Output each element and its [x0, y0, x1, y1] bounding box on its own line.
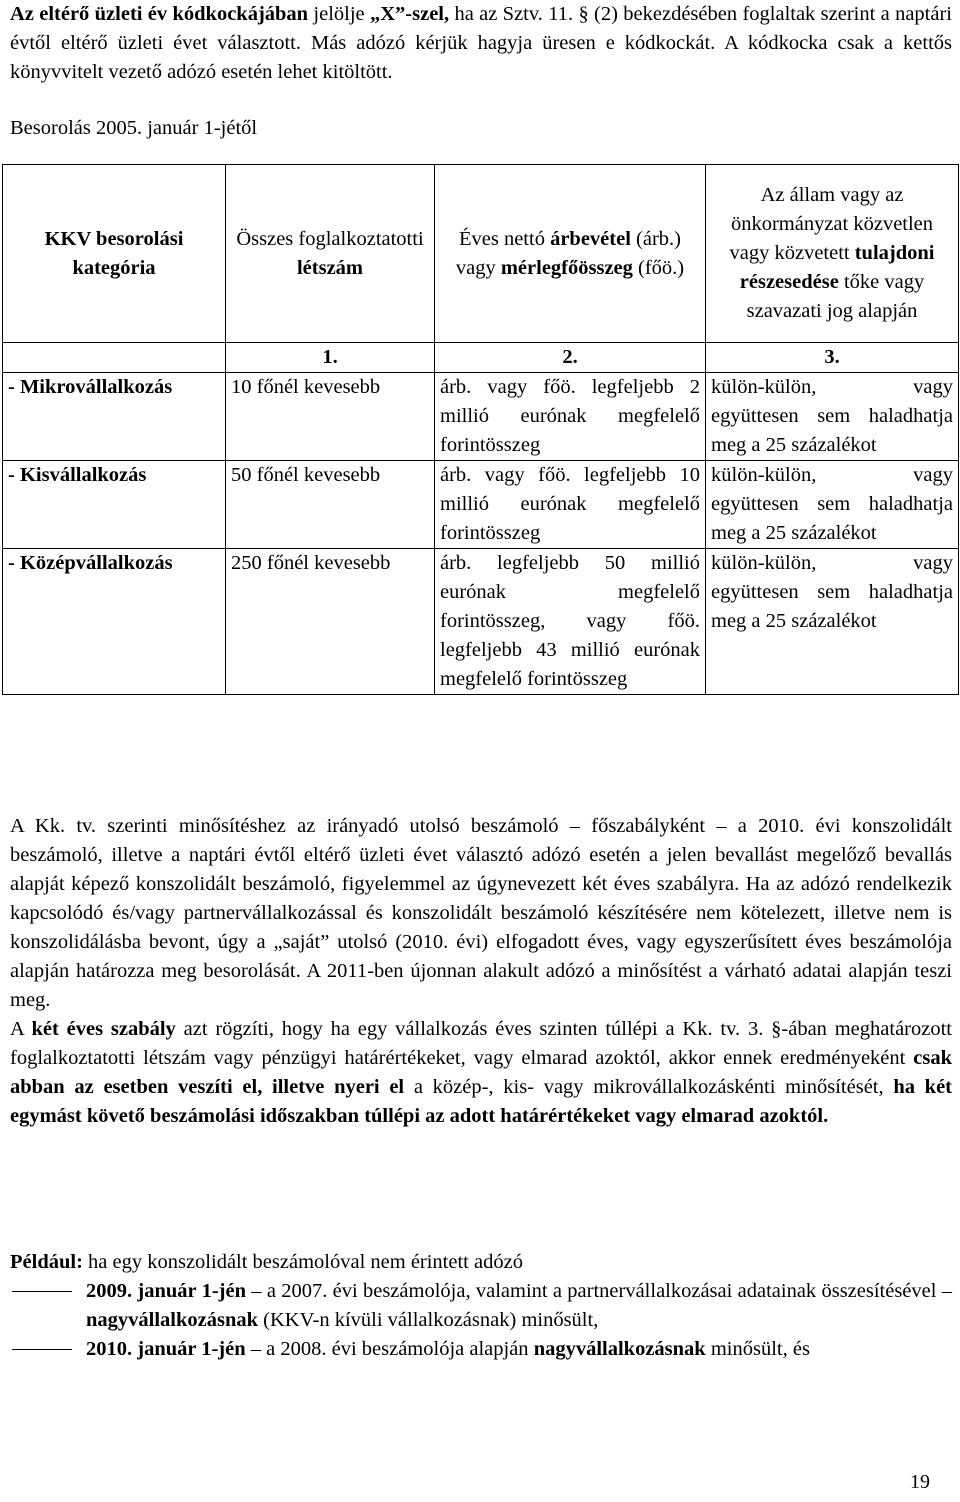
example-item-2 [10, 1335, 952, 1364]
intro-section [10, 0, 952, 87]
table-row [3, 549, 959, 695]
kkv-classification-table [2, 164, 959, 695]
number-cell: 2. [435, 343, 706, 373]
page-number: 19 [910, 1471, 930, 1493]
row-label: - Mikrovállalkozás [3, 373, 226, 461]
row-ownership: külön-külön, vagy együttesen sem haladhatja meg a 25 százalékot [706, 549, 959, 695]
intro-bold-lead: Az eltérő üzleti év kódkockájában [10, 3, 309, 25]
dash-bullet-icon [10, 1335, 86, 1364]
example-item-text: 2009. január 1-jén – a 2007. évi beszámolója, valamint a partnervállalkozásai adatainak összesítésével – nagyvállalkozásnak (KKV-n kívüli vállalkozásnak) minősült, [86, 1280, 952, 1331]
row-revenue: árb. vagy főö. legfeljebb 10 millió eurónak megfelelő forintösszeg [435, 461, 706, 549]
row-ownership: külön-külön, vagy együttesen sem haladhatja meg a 25 százalékot [706, 373, 959, 461]
example-item-text: 2010. január 1-jén – a 2008. évi beszámolója alapján nagyvállalkozásnak minősült, és [86, 1338, 810, 1360]
row-revenue: árb. vagy főö. legfeljebb 2 millió eurónak megfelelő forintösszeg [435, 373, 706, 461]
body-section [10, 812, 952, 1131]
header-revenue: Éves nettó árbevétel (árb.) vagy mérlegfőösszeg (főö.) [435, 165, 706, 343]
table-row [3, 373, 959, 461]
example-section [10, 1248, 952, 1364]
row-headcount: 250 főnél kevesebb [226, 549, 435, 695]
intro-paragraph [10, 0, 952, 87]
table-row [3, 461, 959, 549]
row-label: - Kisvállalkozás [3, 461, 226, 549]
intro-bold-x: „X”-szel, [369, 3, 450, 25]
section-heading: Besorolás 2005. január 1-jétől [10, 117, 258, 139]
intro-text-rest: ha az Sztv. 11. § (2) bekezdésében foglaltak szerint a naptári évtől eltérő üzleti évet választott. Más adózó kérjük hagyja üresen e kódkockát. A kódkocka csak a kettős könyvvitelt vezető adózó esetén lehet kitöltött. [10, 3, 952, 83]
number-cell-blank [3, 343, 226, 373]
body-paragraph-1: A Kk. tv. szerinti minősítéshez az irányadó utolsó beszámoló – főszabályként – a 2010. évi konszolidált beszámoló, illetve a naptári évtől eltérő üzleti évet választó adózó esetén a jelen bevallást megelőző bevallás alapját képező konszolidált beszámoló, figyelemmel az úgynevezett két éves szabályra. Ha az adózó rendelkezik kapcsolódó és/vagy partnervállalkozással és konszolidált beszámoló készítésére nem kötelezett, illetve nem is konszolidálásba bevont, úgy a „saját” utolsó (2010. évi) elfogadott éves, vagy egyszerűsített éves beszámolója alapján határozza meg besorolását. A 2011-ben újonnan alakult adózó a minősítést a várható adatai alapján teszi meg. [10, 815, 952, 1011]
header-category: KKV besorolási kategória [3, 165, 226, 343]
row-headcount: 50 főnél kevesebb [226, 461, 435, 549]
table-number-row [3, 343, 959, 373]
example-lead: Például: ha egy konszolidált beszámolóval nem érintett adózó [10, 1251, 523, 1273]
body-paragraph-2: A két éves szabály azt rögzíti, hogy ha egy vállalkozás éves szinten túllépi a Kk. tv. 3. §-ában meghatározott foglalkoztatotti létszám vagy pénzügyi határértékeket, vagy elmarad azoktól, akkor ennek eredményeként csak abban az esetben veszíti el, illetve nyeri el a közép-, kis- vagy mikrovállalkozáskénti minősítését, ha két egymást követő beszámolási időszakban túllépi az adott határértékeket vagy elmarad azoktól. [10, 1018, 953, 1127]
header-ownership: Az állam vagy az önkormányzat közvetlen vagy közvetett tulajdoni részesedése tőke vagy szavazati jog alapján [706, 165, 959, 343]
table-header-row [3, 165, 959, 343]
header-headcount: Összes foglalkoztatotti létszám [226, 165, 435, 343]
number-cell: 3. [706, 343, 959, 373]
intro-text: jelölje [308, 3, 370, 25]
row-label: - Középvállalkozás [3, 549, 226, 695]
row-ownership: külön-külön, vagy együttesen sem haladhatja meg a 25 százalékot [706, 461, 959, 549]
dash-bullet-icon [10, 1277, 86, 1335]
number-cell: 1. [226, 343, 435, 373]
row-revenue: árb. legfeljebb 50 millió eurónak megfelelő forintösszeg, vagy főö. legfeljebb 43 millió eurónak megfelelő forintösszeg [435, 549, 706, 695]
example-item-1 [10, 1277, 952, 1335]
row-headcount: 10 főnél kevesebb [226, 373, 435, 461]
